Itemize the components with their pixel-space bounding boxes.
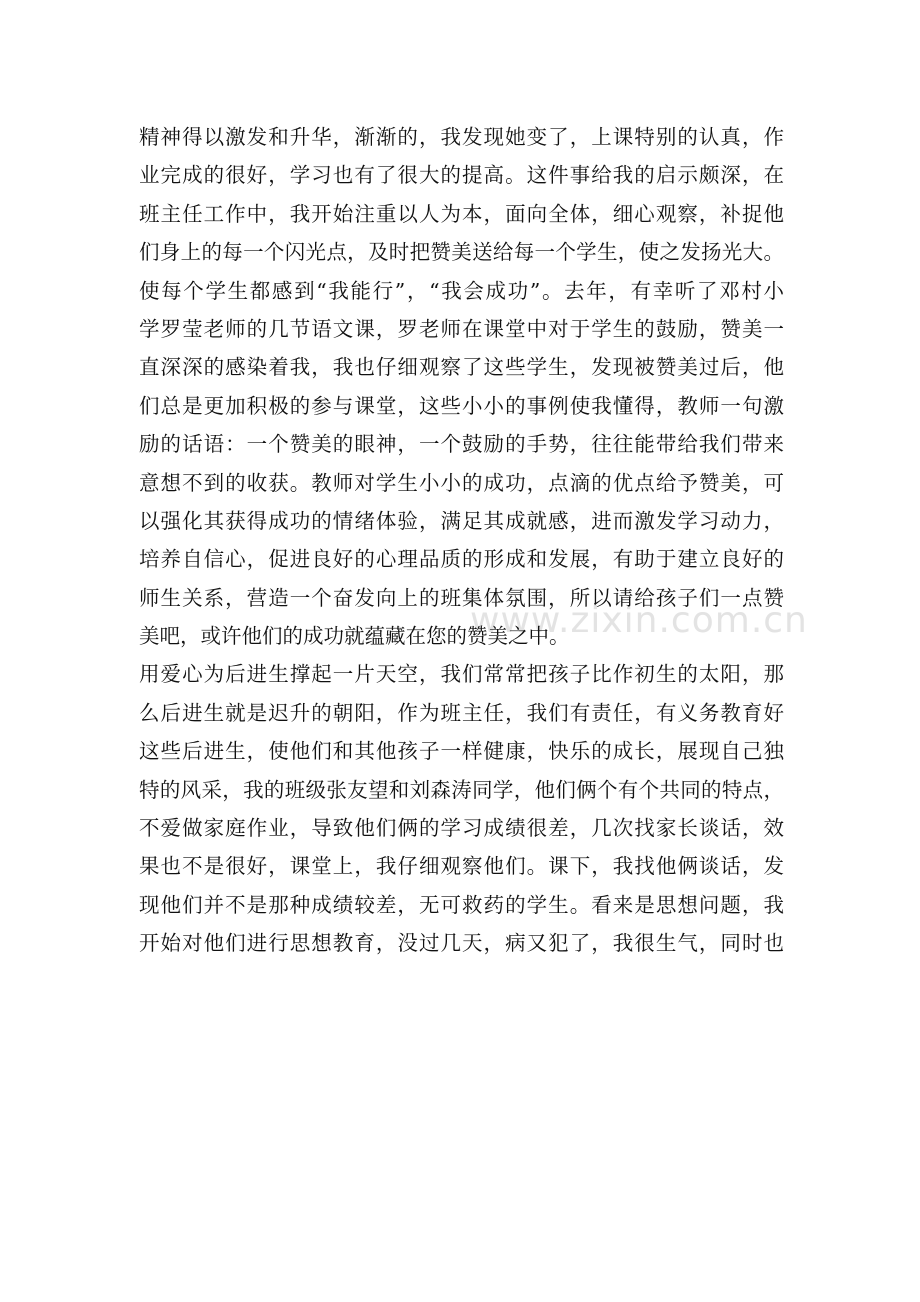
text-line: 使每个学生都感到“我能行”，“我会成功”。去年，有幸听了邓村小	[139, 278, 784, 303]
text-line: 这些后进生，使他们和其他孩子一样健康，快乐的成长，展现自己独	[139, 739, 784, 764]
document-body	[139, 118, 784, 963]
text-line: 意想不到的收获。教师对学生小小的成功，点滴的优点给予赞美，可	[139, 470, 784, 495]
paragraph-underachievers	[139, 655, 784, 962]
text-line: 学罗莹老师的几节语文课，罗老师在课堂中对于学生的鼓励，赞美一	[139, 316, 784, 341]
text-line: 师生关系，营造一个奋发向上的班集体氛围，所以请给孩子们一点赞	[139, 585, 784, 610]
text-line: 用爱心为后进生撑起一片天空，我们常常把孩子比作初生的太阳，那	[139, 662, 784, 687]
text-line: 直深深的感染着我，我也仔细观察了这些学生，发现被赞美过后，他	[139, 355, 784, 380]
text-line: 果也不是很好，课堂上，我仔细观察他们。课下，我找他俩谈话，发	[139, 854, 784, 879]
text-line: 班主任工作中，我开始注重以人为本，面向全体，细心观察，补捉他	[139, 201, 784, 226]
text-line: 特的风采，我的班级张友望和刘森涛同学，他们俩个有个共同的特点，	[139, 777, 784, 802]
text-line: 业完成的很好，学习也有了很大的提高。这件事给我的启示颇深，在	[139, 163, 784, 188]
text-line: 培养自信心，促进良好的心理品质的形成和发展，有助于建立良好的	[139, 547, 784, 572]
watermark: www.zixin.com.cn	[470, 600, 808, 641]
text-line: 们总是更加积极的参与课堂，这些小小的事例使我懂得，教师一句激	[139, 393, 784, 418]
text-line: 不爱做家庭作业，导致他们俩的学习成绩很差，几次找家长谈话，效	[139, 816, 784, 841]
text-line: 们身上的每一个闪光点，及时把赞美送给每一个学生，使之发扬光大。	[139, 240, 784, 265]
text-line: 开始对他们进行思想教育，没过几天，病又犯了，我很生气，同时也	[139, 931, 784, 956]
text-line: 以强化其获得成功的情绪体验，满足其成就感，进而激发学习动力，	[139, 508, 784, 533]
text-line: 现他们并不是那种成绩较差，无可救药的学生。看来是思想问题，我	[139, 892, 784, 917]
text-line: 励的话语：一个赞美的眼神，一个鼓励的手势，往往能带给我们带来	[139, 432, 784, 457]
text-line: 么后进生就是迟升的朝阳，作为班主任，我们有责任，有义务教育好	[139, 700, 784, 725]
text-line: 精神得以激发和升华，渐渐的，我发现她变了，上课特别的认真，作	[139, 125, 784, 149]
paragraph-praise	[139, 118, 784, 655]
text-line: 美吧，或许他们的成功就蕴藏在您的赞美之中。	[139, 624, 570, 649]
